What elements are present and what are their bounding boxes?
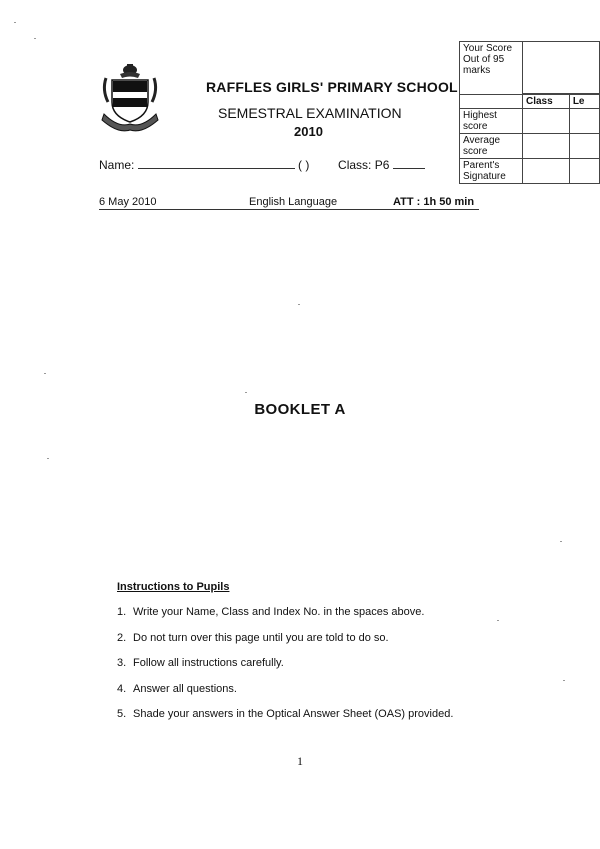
exam-info-row [99,196,479,210]
scan-speck [497,620,499,621]
scan-speck [14,22,16,23]
parent-signature-level[interactable] [569,159,599,184]
list-item: 5. Shade your answers in the Optical Answer Sheet (OAS) provided. [117,708,454,720]
name-class-row [99,157,425,172]
level-column-header: Le [569,95,599,109]
scan-speck [563,680,565,681]
school-crest [98,62,162,134]
scan-speck [34,38,36,39]
exam-title: SEMESTRAL EXAMINATION [218,105,402,121]
exam-year: 2010 [294,124,323,139]
class-value: P6 [374,158,390,172]
class-label: Class: [338,158,372,172]
exam-subject: English Language [249,196,338,208]
parent-signature-label: Parent's Signature [460,159,523,184]
scan-speck [560,541,562,542]
name-field[interactable] [138,157,295,169]
highest-score-class[interactable] [523,109,570,134]
instructions-heading: Instructions to Pupils [117,581,230,593]
your-score-label: Your Score Out of 95 marks [460,42,523,95]
instructions-list [117,606,453,734]
your-score-cell[interactable] [523,42,600,94]
list-item: 3. Follow all instructions carefully. [117,657,284,669]
list-item: 1. Write your Name, Class and Index No. in the spaces above. [117,606,425,618]
list-item: 4. Answer all questions. [117,682,237,695]
parent-signature-class[interactable] [523,159,570,184]
average-score-class[interactable] [523,134,570,159]
average-score-label: Average score [460,134,523,159]
scan-speck [44,373,46,374]
exam-date: 6 May 2010 [99,196,157,208]
page-number: 1 [297,754,303,768]
highest-score-label: Highest score [460,109,523,134]
time-allowed: ATT : 1h 50 min [393,196,475,208]
scan-speck [245,392,247,393]
score-table [459,41,600,184]
name-label: Name: [99,158,135,172]
class-column-header: Class [523,95,570,109]
index-brackets: ( ) [298,158,310,172]
scan-speck [47,458,49,459]
list-item: 2. Do not turn over this page until you are told to do so. [117,631,389,644]
school-name: RAFFLES GIRLS' PRIMARY SCHOOL [206,79,458,95]
highest-score-level[interactable] [569,109,599,134]
scan-speck [298,304,300,305]
booklet-title: BOOKLET A [254,401,346,418]
class-field[interactable] [393,157,425,169]
average-score-level[interactable] [569,134,599,159]
